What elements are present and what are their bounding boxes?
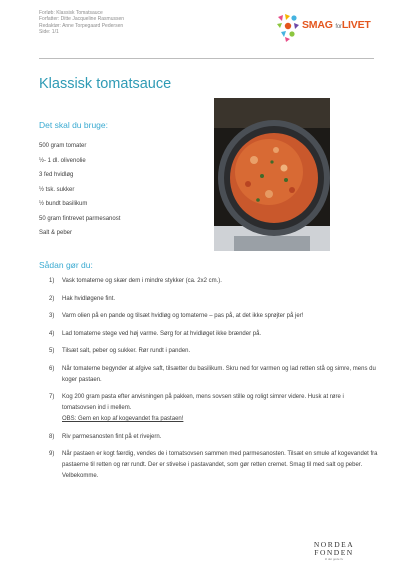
method-steps: [49, 276, 379, 489]
step-number: 3): [49, 313, 55, 319]
step-text: Riv parmesanosten fint på et rivejern.: [62, 433, 162, 440]
meta-editor: Redaktør: Anne Torpegaard Pedersen: [39, 22, 124, 29]
meta-page: Side: 1/1: [39, 29, 59, 36]
step-number: 6): [49, 365, 55, 372]
step-text: Når pastaen er kogt færdig, vendes de i tomatsovsen sammen med parmesanosten. Tilsæt en smule af kogevandet fra pastaerne til retten og rør rundt. Der er stivelse i pastavandet, som gør retten cremet. Smag til med salt og peber. Velbekomme.: [62, 451, 378, 479]
step-note: OBS: Gem en kop af kogevandet fra pastaen!: [62, 416, 184, 422]
smag-for-livet-logo: [274, 13, 374, 43]
step-item: [49, 294, 379, 305]
logo-fruit-icon: [274, 13, 302, 43]
method-heading: Sådan gør du:: [39, 260, 93, 270]
step-item: [49, 392, 379, 425]
step-text: Tilsæt salt, peber og sukker. Rør rundt i panden.: [62, 348, 191, 354]
step-number: 8): [49, 433, 55, 440]
step-number: 7): [49, 394, 55, 400]
meta-author: Forfatter: Ditte Jacqueline Rasmussen: [39, 16, 125, 23]
step-item: [49, 432, 379, 443]
nordea-fonden-logo: [309, 541, 359, 562]
step-item: [49, 276, 379, 287]
step-text: Hak hvidløgene fint.: [62, 295, 116, 302]
step-item: [49, 364, 379, 386]
step-number: 9): [49, 451, 55, 457]
ingredient-item: Salt & peber: [39, 230, 73, 236]
logo-wordmark: SMAG forLIVET: [302, 19, 371, 31]
step-text: Lad tomaterne stege ved høj varme. Sørg for at hvidløget ikke brænder på.: [62, 330, 262, 337]
ingredient-item: ½- 1 dl. olivenolie: [39, 157, 86, 164]
step-item: [49, 329, 379, 340]
ingredient-item: ½ bundt basilikum: [39, 201, 88, 207]
step-text: Når tomaterne begynder at afgive saft, tilsætter du basilikum. Skru ned for varmen og lad retten stå og simre, mens du koger pastaen.: [62, 365, 376, 383]
step-item: [49, 449, 379, 482]
step-number: 4): [49, 330, 55, 337]
step-number: 2): [49, 295, 55, 302]
step-text: Kog 200 gram pasta efter anvisningen på pakken, mens sovsen stille og roligt simrer videre. Husk at røre i tomatsovsen ind i mellem.: [62, 394, 344, 411]
step-item: [49, 346, 379, 357]
page-title: Klassisk tomatsauce: [39, 76, 172, 92]
meta-course: Forløb: Klassisk Tomatsauce: [39, 10, 103, 16]
step-text: Vask tomaterne og skær dem i mindre stykker (ca. 2x2 cm.).: [62, 278, 222, 284]
sponsor-tagline: til det gode liv: [324, 557, 344, 561]
step-item: [49, 311, 379, 322]
sponsor-line-1: NORDEA: [313, 540, 355, 549]
ingredient-item: 3 fed hvidløg: [39, 172, 74, 178]
header-divider: [39, 58, 374, 59]
tomato-sauce-photo: [214, 98, 330, 251]
ingredient-item: ½ tsk. sukker: [39, 186, 75, 193]
document-meta: [39, 10, 124, 36]
step-text: Varm olien på en pande og tilsæt hvidløg og tomaterne – pas på, at det ikke sprøjter på jer!: [62, 313, 304, 319]
sponsor-line-2: FONDEN: [314, 548, 354, 557]
step-number: 5): [49, 348, 55, 354]
step-number: 1): [49, 278, 55, 284]
ingredients-list: [39, 139, 120, 241]
ingredient-item: 500 gram tomater: [39, 143, 87, 149]
ingredient-item: 50 gram fintrevet parmesanost: [39, 215, 121, 222]
ingredients-heading: Det skal du bruge:: [39, 120, 108, 130]
